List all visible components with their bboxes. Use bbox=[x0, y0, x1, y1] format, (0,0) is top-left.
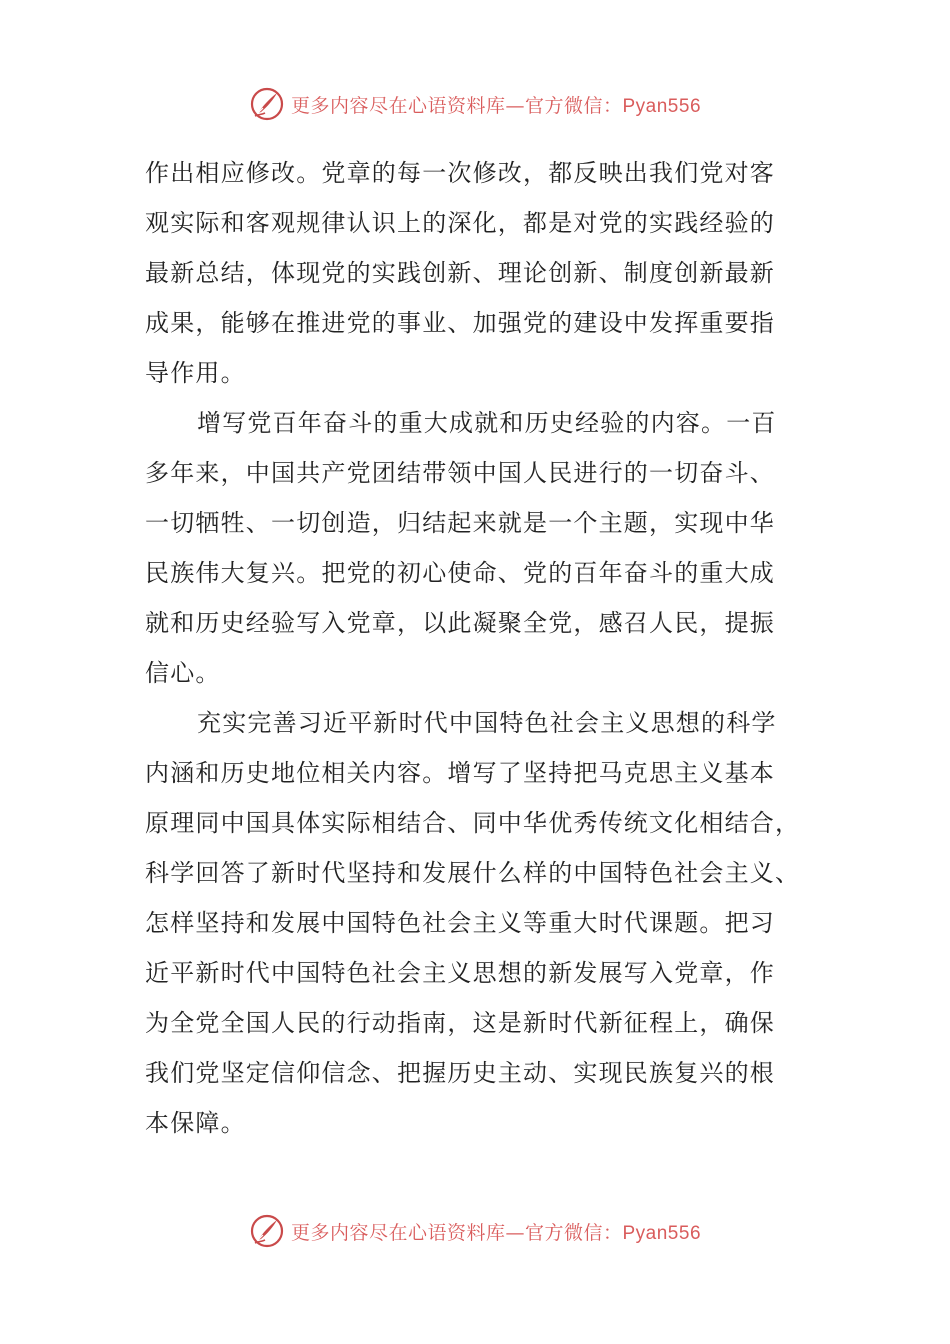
text-line: 近平新时代中国特色社会主义思想的新发展写入党章，作 bbox=[145, 959, 775, 987]
paragraph bbox=[145, 698, 801, 1148]
footer-watermark bbox=[0, 1211, 950, 1251]
text-line: 增写党百年奋斗的重大成就和历史经验的内容。一百 bbox=[197, 409, 777, 437]
watermark-wechat-id: Pyan556 bbox=[622, 95, 702, 117]
paragraph bbox=[145, 148, 795, 398]
document-body bbox=[145, 148, 801, 1148]
paragraph bbox=[145, 398, 795, 698]
text-line: 原理同中国具体实际相结合、同中华优秀传统文化相结合， bbox=[145, 809, 801, 837]
text-line: 观实际和客观规律认识上的深化，都是对党的实践经验的 bbox=[145, 209, 775, 237]
text-line: 民族伟大复兴。把党的初心使命、党的百年奋斗的重大成 bbox=[145, 559, 775, 587]
watermark-text: 更多内容尽在心语资料库—官方微信：Pyan556 bbox=[290, 1221, 702, 1244]
text-line: 我们党坚定信仰信念、把握历史主动、实现民族复兴的根 bbox=[145, 1059, 775, 1087]
watermark-text: 更多内容尽在心语资料库—官方微信：Pyan556 bbox=[290, 94, 702, 117]
text-line: 成果，能够在推进党的事业、加强党的建设中发挥重要指 bbox=[145, 309, 775, 337]
text-line: 科学回答了新时代坚持和发展什么样的中国特色社会主义、 bbox=[145, 859, 801, 887]
text-line: 信心。 bbox=[145, 659, 221, 687]
text-line: 多年来，中国共产党团结带领中国人民进行的一切奋斗、 bbox=[145, 459, 775, 487]
text-line: 为全党全国人民的行动指南，这是新时代新征程上，确保 bbox=[145, 1009, 775, 1037]
header-watermark bbox=[0, 84, 950, 124]
text-line: 怎样坚持和发展中国特色社会主义等重大时代课题。把习 bbox=[145, 909, 775, 937]
text-line: 内涵和历史地位相关内容。增写了坚持把马克思主义基本 bbox=[145, 759, 775, 787]
quill-pen-logo-icon bbox=[249, 86, 285, 122]
text-line: 导作用。 bbox=[145, 359, 246, 387]
text-line: 最新总结，体现党的实践创新、理论创新、制度创新最新 bbox=[145, 259, 775, 287]
quill-pen-logo-icon bbox=[249, 1213, 285, 1249]
text-line: 就和历史经验写入党章，以此凝聚全党，感召人民，提振 bbox=[145, 609, 775, 637]
text-line: 充实完善习近平新时代中国特色社会主义思想的科学 bbox=[197, 709, 777, 737]
text-line: 作出相应修改。党章的每一次修改，都反映出我们党对客 bbox=[145, 159, 775, 187]
text-line: 本保障。 bbox=[145, 1109, 246, 1137]
watermark-wechat-id: Pyan556 bbox=[622, 1222, 702, 1244]
text-line: 一切牺牲、一切创造，归结起来就是一个主题，实现中华 bbox=[145, 509, 775, 537]
